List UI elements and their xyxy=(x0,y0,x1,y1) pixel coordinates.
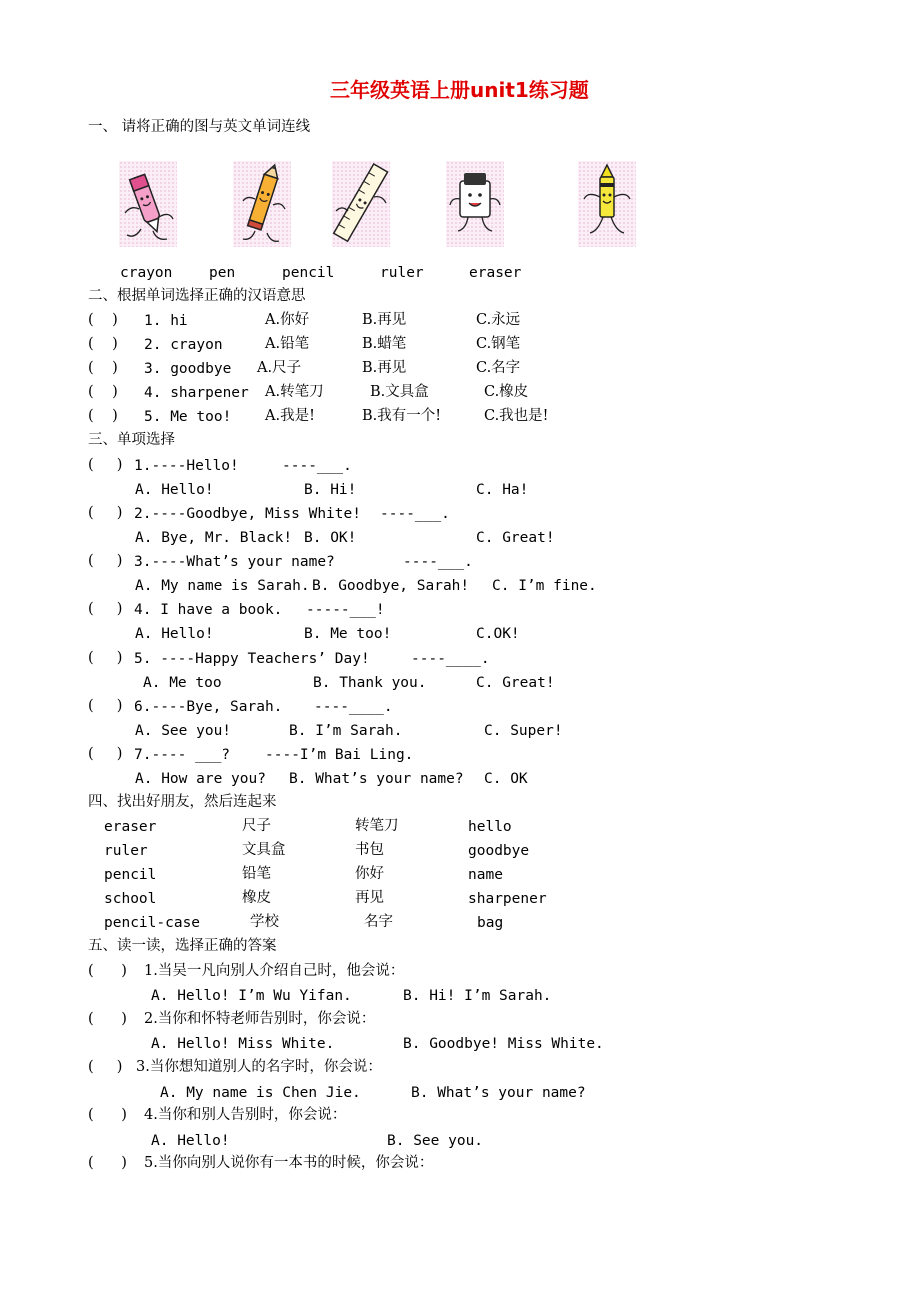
section4-heading: 四、找出好朋友，然后连起来 xyxy=(88,794,277,810)
word-ruler: ruler xyxy=(380,265,424,281)
option-b: B.我有一个! xyxy=(362,408,442,424)
answer-blank: ----___. xyxy=(380,506,450,522)
answer-paren[interactable]: ( ) xyxy=(88,1011,127,1027)
option-a: A. See you! xyxy=(135,723,232,739)
option-a: A. Bye, Mr. Black! xyxy=(135,530,293,546)
question-text: 7.---- ___? xyxy=(134,747,231,763)
pen-icon xyxy=(119,161,177,247)
answer-paren[interactable]: ( ) xyxy=(88,553,123,569)
option-b: B. What’s your name? xyxy=(411,1085,586,1101)
match-word[interactable]: hello xyxy=(468,819,512,835)
section5-heading: 五、读一读，选择正确的答案 xyxy=(88,938,277,954)
ruler-icon xyxy=(332,161,390,247)
question-text: 1.当吴一凡向别人介绍自己时，他会说： xyxy=(144,963,405,979)
option-c: C.名字 xyxy=(476,360,521,376)
match-word[interactable]: goodbye xyxy=(468,843,530,859)
question-text: 6.----Bye, Sarah. xyxy=(134,699,283,715)
eraser-picture xyxy=(446,161,504,247)
option-b: B.再见 xyxy=(362,312,407,328)
option-b: B.再见 xyxy=(362,360,407,376)
question-text: 5. ----Happy Teachers’ Day! xyxy=(134,651,370,667)
question-text: 5.当你向别人说你有一本书的时候，你会说： xyxy=(144,1155,434,1171)
match-word[interactable]: 文具盒 xyxy=(242,842,286,858)
question-text: 5. Me too! xyxy=(144,409,232,425)
question-text: 4. I have a book. xyxy=(134,602,283,618)
option-c: C. Great! xyxy=(476,675,555,691)
option-c: C. I’m fine. xyxy=(492,578,597,594)
option-c: C. Super! xyxy=(484,723,563,739)
question-text: 2.----Goodbye, Miss White! xyxy=(134,506,361,522)
option-a: A. Hello! I’m Wu Yifan. xyxy=(151,988,352,1004)
option-c: C.OK! xyxy=(476,626,520,642)
pencil-picture xyxy=(233,161,291,247)
answer-paren[interactable]: ( ) xyxy=(88,408,118,424)
section2-heading: 二、根据单词选择正确的汉语意思 xyxy=(88,288,306,304)
question-text: 3. goodbye xyxy=(144,361,232,377)
answer-paren[interactable]: ( ) xyxy=(88,1155,127,1171)
option-a: A. My name is Chen Jie. xyxy=(160,1085,361,1101)
match-word[interactable]: sharpener xyxy=(468,891,547,907)
option-b: B. Goodbye, Sarah! xyxy=(312,578,470,594)
option-a: A. Hello! Miss White. xyxy=(151,1036,335,1052)
page-title: 三年级英语上册unit1练习题 xyxy=(330,78,589,102)
question-text: 2.当你和怀特老师告别时，你会说： xyxy=(144,1011,376,1027)
match-word[interactable]: 尺子 xyxy=(242,818,271,834)
answer-paren[interactable]: ( ) xyxy=(88,650,123,666)
match-word[interactable]: school xyxy=(104,891,157,907)
option-c: C.我也是! xyxy=(484,408,549,424)
ruler-picture xyxy=(332,161,390,247)
match-word[interactable]: name xyxy=(468,867,503,883)
question-text: 4.当你和别人告别时，你会说： xyxy=(144,1107,347,1123)
option-b: B. Hi! xyxy=(304,482,357,498)
question-text: 4. sharpener xyxy=(144,385,249,401)
crayon-icon xyxy=(578,161,636,247)
option-c: C. OK xyxy=(484,771,528,787)
answer-paren[interactable]: ( ) xyxy=(88,601,123,617)
answer-paren[interactable]: ( ) xyxy=(88,963,127,979)
answer-blank: ----____. xyxy=(411,651,490,667)
answer-paren[interactable]: ( ) xyxy=(88,746,123,762)
option-b: B.蜡笔 xyxy=(362,336,407,352)
word-pen: pen xyxy=(209,265,236,281)
option-b: B. Hi! I’m Sarah. xyxy=(403,988,552,1004)
answer-paren[interactable]: ( ) xyxy=(88,384,118,400)
answer-blank: ----___. xyxy=(282,458,352,474)
option-c: C.橡皮 xyxy=(484,384,529,400)
eraser-icon xyxy=(446,161,504,247)
option-c: C. Great! xyxy=(476,530,555,546)
section3-heading: 三、单项选择 xyxy=(88,432,175,448)
word-crayon: crayon xyxy=(120,265,173,281)
pen-picture xyxy=(119,161,177,247)
option-a: A. Hello! xyxy=(151,1133,230,1149)
answer-blank: -----___! xyxy=(306,602,385,618)
word-eraser: eraser xyxy=(469,265,522,281)
match-word[interactable]: 橡皮 xyxy=(242,890,271,906)
match-word[interactable]: 再见 xyxy=(355,890,384,906)
match-word[interactable]: eraser xyxy=(104,819,157,835)
match-word[interactable]: pencil-case xyxy=(104,915,201,931)
answer-blank: ----I’m Bai Ling. xyxy=(265,747,414,763)
option-b: B. See you. xyxy=(387,1133,484,1149)
option-b: B.文具盒 xyxy=(370,384,429,400)
question-text: 2. crayon xyxy=(144,337,223,353)
option-a: A.我是! xyxy=(265,408,315,424)
word-pencil: pencil xyxy=(282,265,335,281)
crayon-picture xyxy=(578,161,636,247)
question-text: 3.----What’s your name? xyxy=(134,554,335,570)
match-word[interactable]: 名字 xyxy=(364,914,393,930)
answer-paren[interactable]: ( ) xyxy=(88,1107,127,1123)
question-text: 1.----Hello! xyxy=(134,458,239,474)
option-b: B. I’m Sarah. xyxy=(289,723,403,739)
section1-heading: 一、 请将正确的图与英文单词连线 xyxy=(88,119,311,135)
answer-paren[interactable]: ( ) xyxy=(88,505,123,521)
option-b: B. Me too! xyxy=(304,626,392,642)
option-b: B. What’s your name? xyxy=(289,771,464,787)
question-text: 1. hi xyxy=(144,313,188,329)
match-word[interactable]: 转笔刀 xyxy=(355,818,399,834)
option-a: A.你好 xyxy=(265,312,310,328)
answer-paren[interactable]: ( ) xyxy=(88,1059,123,1075)
option-c: C. Ha! xyxy=(476,482,529,498)
match-word[interactable]: 你好 xyxy=(355,866,384,882)
option-b: B. OK! xyxy=(304,530,357,546)
answer-paren[interactable]: ( ) xyxy=(88,360,118,376)
answer-paren[interactable]: ( ) xyxy=(88,698,123,714)
answer-paren[interactable]: ( ) xyxy=(88,336,118,352)
match-word[interactable]: ruler xyxy=(104,843,148,859)
option-a: A. Hello! xyxy=(135,482,214,498)
match-word[interactable]: 铅笔 xyxy=(242,866,271,882)
option-a: A.铅笔 xyxy=(265,336,310,352)
question-text: 3.当你想知道别人的名字时，你会说： xyxy=(136,1059,382,1075)
option-a: A. Me too xyxy=(143,675,222,691)
option-b: B. Thank you. xyxy=(313,675,427,691)
option-c: C.钢笔 xyxy=(476,336,521,352)
answer-blank: ----____. xyxy=(314,699,393,715)
option-a: A.尺子 xyxy=(257,360,302,376)
match-word[interactable]: pencil xyxy=(104,867,157,883)
option-b: B. Goodbye! Miss White. xyxy=(403,1036,604,1052)
option-a: A. My name is Sarah. xyxy=(135,578,310,594)
option-a: A. How are you? xyxy=(135,771,266,787)
answer-blank: ----___. xyxy=(403,554,473,570)
match-word[interactable]: bag xyxy=(477,915,504,931)
match-word[interactable]: 书包 xyxy=(355,842,384,858)
answer-paren[interactable]: ( ) xyxy=(88,312,118,328)
option-a: A.转笔刀 xyxy=(265,384,324,400)
answer-paren[interactable]: ( ) xyxy=(88,457,123,473)
pencil-icon xyxy=(233,161,291,247)
match-word[interactable]: 学校 xyxy=(250,914,279,930)
option-c: C.永远 xyxy=(476,312,521,328)
option-a: A. Hello! xyxy=(135,626,214,642)
